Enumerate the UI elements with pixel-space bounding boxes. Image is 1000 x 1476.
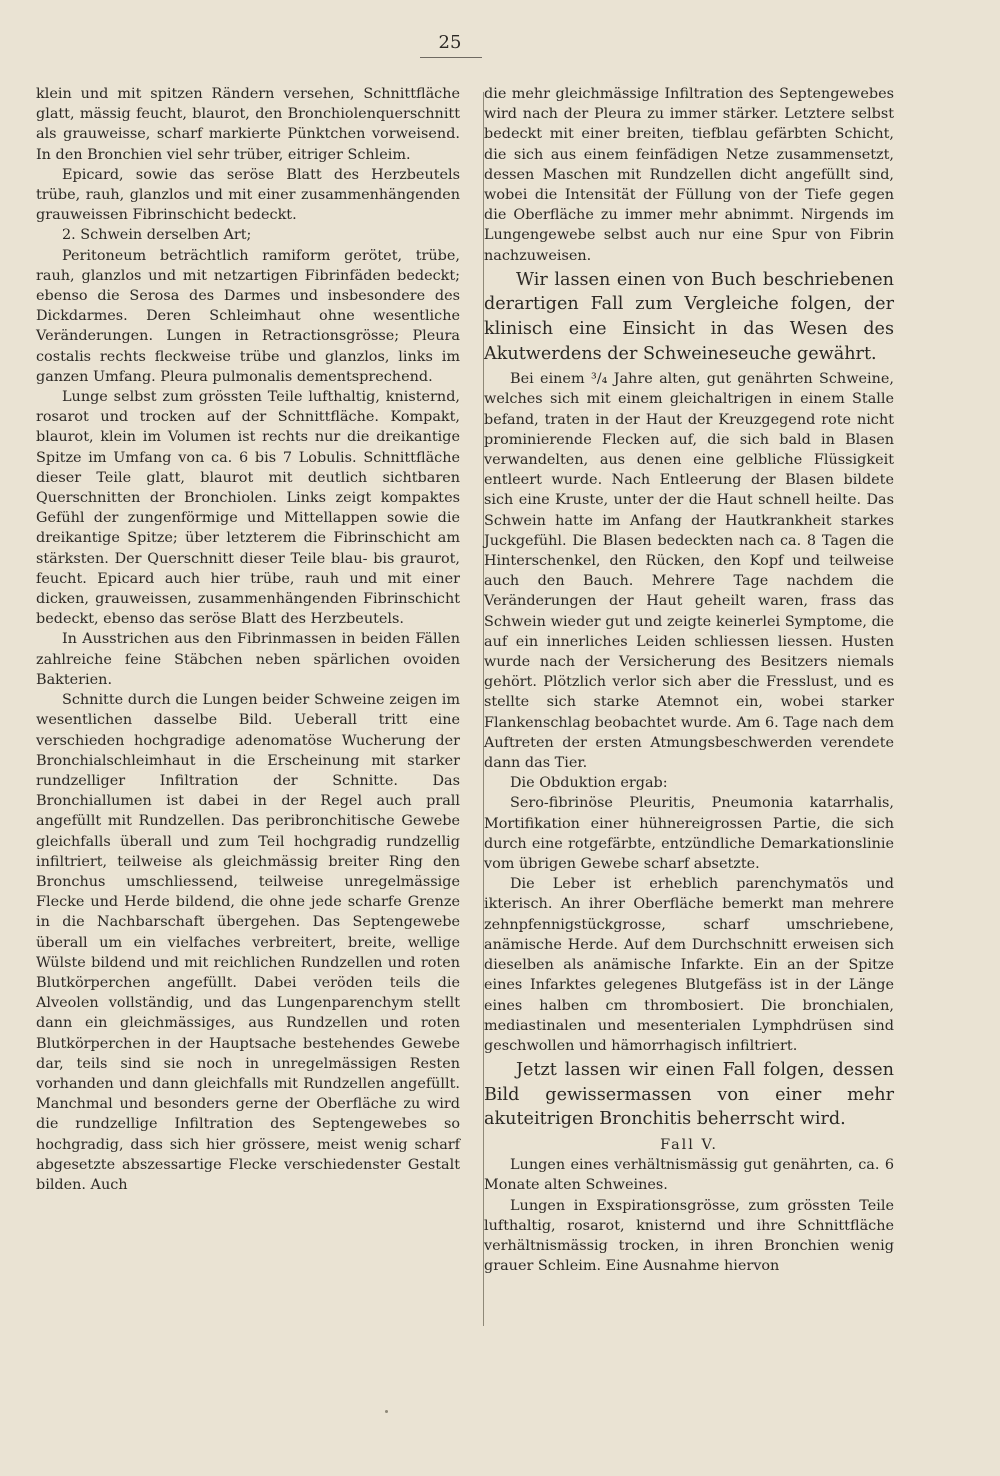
paragraph-buch-case: Bei einem ³/₄ Jahre alten, gut genährten Schweine, welches sich mit einem gleichaltrigen in einem Stalle befand, traten in der Haut der Kreuzgegend rote nicht prominierende Flecken auf, die sich bald in Blasen verwandelten, aus denen eine gelbliche Flüssigkeit entleert wurde. Nach Entleerung der Blasen bildete sich eine Kruste, unter der die Haut schnell heilte. Das Schwein hatte im Anfang der Hautkrankheit starkes Juckgefühl. Die Blasen bedeckten nach ca. 8 Tagen die Hinterschenkel, den Rücken, den Kopf und teilweise auch den Bauch. Mehrere Tage nachdem die Veränderungen der Haut geheilt waren, frass das Schwein wieder gut und zeigte keinerlei Symptome, die auf ein innerliches Leiden schliessen liessen. Husten wurde nach der Versicherung des Besitzers niemals gehört. Plötzlich verlor sich aber die Fresslust, und es stellte sich starke Atemnot ein, wobei starker Flankenschlag beobachtet wurde. Am 6. Tage nach dem Auftreten der ersten Atmungsbeschwerden verendete dann das Tier. bbox=[484, 371, 894, 772]
paragraph-lung-findings: Lunge selbst zum grössten Teile lufthaltig, knisternd, rosarot und trocken auf der Schnittfläche. Kompakt, blaurot, klein im Volumen ist rechts nur die dreikantige Spitze im Umfang von ca. 6 bis 7 Lobulis. Schnittfläche dieser Teile glatt, blaurot mit deutlich sichtbaren Querschnitten der Bronchiolen. Links zeigt kompaktes Gefühl der zungenförmige und Mittellappen sowie die dreikantige Spitze; über letzterem die Fibrinschicht am stärksten. Der Querschnitt dieser Teile blau- bis graurot, feucht. Epicard auch hier trübe, rauh und mit einer dicken, grauweissen, zusammenhängenden Fibrinschicht bedeckt, ebenso das seröse Blatt des Herzbeutels. bbox=[36, 389, 460, 628]
paragraph-histology: Schnitte durch die Lungen beider Schweine zeigen im wesentlichen dasselbe Bild. Ueberall tritt eine verschieden hochgradige adenomatöse Wucherung der Bronchialschleimhaut in die Erscheinung mit starker rundzelliger Infiltration der Schnitte. Das Bronchiallumen ist dabei in der Regel auch prall angefüllt mit Rundzellen. Das peribronchitische Gewebe gleichfalls überall und zum Teil hochgradig rundzellig infiltriert, teilweise als gleichmässig breiter Ring den Bronchus umschliessend, teilweise unregelmässige Flecke und Herde bildend, die ohne jede scharfe Grenze in die Nachbarschaft übergehen. Das Septengewebe überall um ein vielfaches verbreitert, breite, wellige Wülste bildend und mit reichlichen Rundzellen und roten Blutkörperchen angefüllt. Dabei veröden teils die Alveolen vollständig, und das Lungenparenchym stellt dann ein gleichmässiges, aus Rundzellen und roten Blutkörperchen in der Hauptsache bestehendes Gewebe dar, teils sind sie noch in unregelmässigen Resten vorhanden und dann gleichfalls mit Rundzellen angefüllt. Manchmal und besonders gerne der Oberfläche zu wird die rundzellige Infiltration des Septengewebes so hochgradig, dass sich hier grössere, meist wenig scharf abgesetzte abszessartige Flecke verschiedenster Gestalt bilden. Auch bbox=[36, 692, 460, 1193]
case-heading: Fall V. bbox=[660, 1136, 718, 1153]
paragraph-lung-continuation: klein und mit spitzen Rändern versehen, Schnittfläche glatt, mässig feucht, blaurot, den Bronchiolenquerschnitt als grauweisse, scharf markierte Pünktchen vorweisend. In den Bronchien viel sehr trüber, eitriger Schleim. bbox=[36, 86, 460, 163]
paragraph-septum-continuation: die mehr gleichmässige Infiltration des Septengewebes wird nach der Pleura zu immer stärker. Letztere selbst bedeckt mit einer breiten, tiefblau gefärbten Schicht, die sich aus einem feinfädigen Netze zusammensetzt, dessen Maschen mit Rundzellen dicht angefüllt sind, wobei die Intensität der Füllung von der Tiefe gegen die Oberfläche zu immer mehr abnimmt. Nirgends im Lungengewebe selbst auch nur eine Spur von Fibrin nachzuweisen. bbox=[484, 86, 894, 264]
paragraph-case5-intro: Jetzt lassen wir einen Fall folgen, dessen Bild gewissermassen von einer mehr akuteitrigen Bronchitis beherrscht wird. bbox=[484, 1060, 894, 1130]
left-column bbox=[36, 84, 460, 1195]
paragraph-obduction-findings: Sero-fibrinöse Pleuritis, Pneumonia katarrhalis, Mortifikation einer hühnereigrossen Partie, die sich durch eine rotgefärbte, entzündliche Demarkationslinie vom übrigen Gewebe scharf absetzte. bbox=[484, 795, 894, 873]
paragraph-smears: In Ausstrichen aus den Fibrinmassen in beiden Fällen zahlreiche feine Stäbchen neben spärlichen ovoiden Bakterien. bbox=[36, 631, 460, 688]
right-column bbox=[484, 84, 894, 1276]
paragraph-case5-text: Lungen in Exspirationsgrösse, zum grössten Teile lufthaltig, rosarot, knisternd und ihre Schnittfläche verhältnismässig trocken, in ihren Bronchien wenig grauer Schleim. Eine Ausnahme hiervon bbox=[484, 1197, 894, 1275]
ink-speck bbox=[385, 1410, 388, 1413]
page-number: 25 bbox=[438, 32, 462, 53]
paragraph-liver: Die Leber ist erheblich parenchymatös und ikterisch. An ihrer Oberfläche bemerkt man mehrere zehnpfennigstückgrosse, scharf umschriebene, anämische Herde. Auf dem Durchschnitt erweisen sich dieselben als anämische Infarkte. Ein an der Spitze eines Infarktes gelegenes Blutgefäss ist in der Länge eines halben cm thrombosiert. Die bronchialen, mediastinalen und mesenterialen Lymphdrüsen sind geschwollen und hämorrhagisch infiltriert. bbox=[484, 876, 894, 1054]
paragraph-case5-lungs: Lungen eines verhältnismässig gut genährten, ca. 6 Monate alten Schweines. bbox=[484, 1157, 894, 1194]
paragraph-buch-intro: Wir lassen einen von Buch beschriebenen derartigen Fall zum Vergleiche folgen, der klinisch eine Einsicht in das Wesen des Akutwerdens der Schweineseuche gewährt. bbox=[484, 269, 894, 364]
paragraph-second-pig: 2. Schwein derselben Art; bbox=[62, 227, 252, 244]
paragraph-peritoneum: Peritoneum beträchtlich ramiform gerötet, trübe, rauh, glanzlos und mit netzartigen Fibrinfäden bedeckt; ebenso die Serosa des Darmes und insbesondere des Dickdarmes. Deren Schleimhaut ohne wesentliche Veränderungen. Lungen in Retractionsgrösse; Pleura costalis rechts fleckweise trübe und glanzlos, links im ganzen Umfang. Pleura pulmonalis dementsprechend. bbox=[36, 247, 460, 385]
page-number-rule bbox=[420, 57, 482, 58]
paragraph-obduction-label: Die Obduktion ergab: bbox=[510, 775, 668, 792]
paragraph-epicard: Epicard, sowie das seröse Blatt des Herzbeutels trübe, rauh, glanzlos und mit einer zusammenhängenden grauweissen Fibrinschicht bedeckt. bbox=[36, 166, 460, 224]
